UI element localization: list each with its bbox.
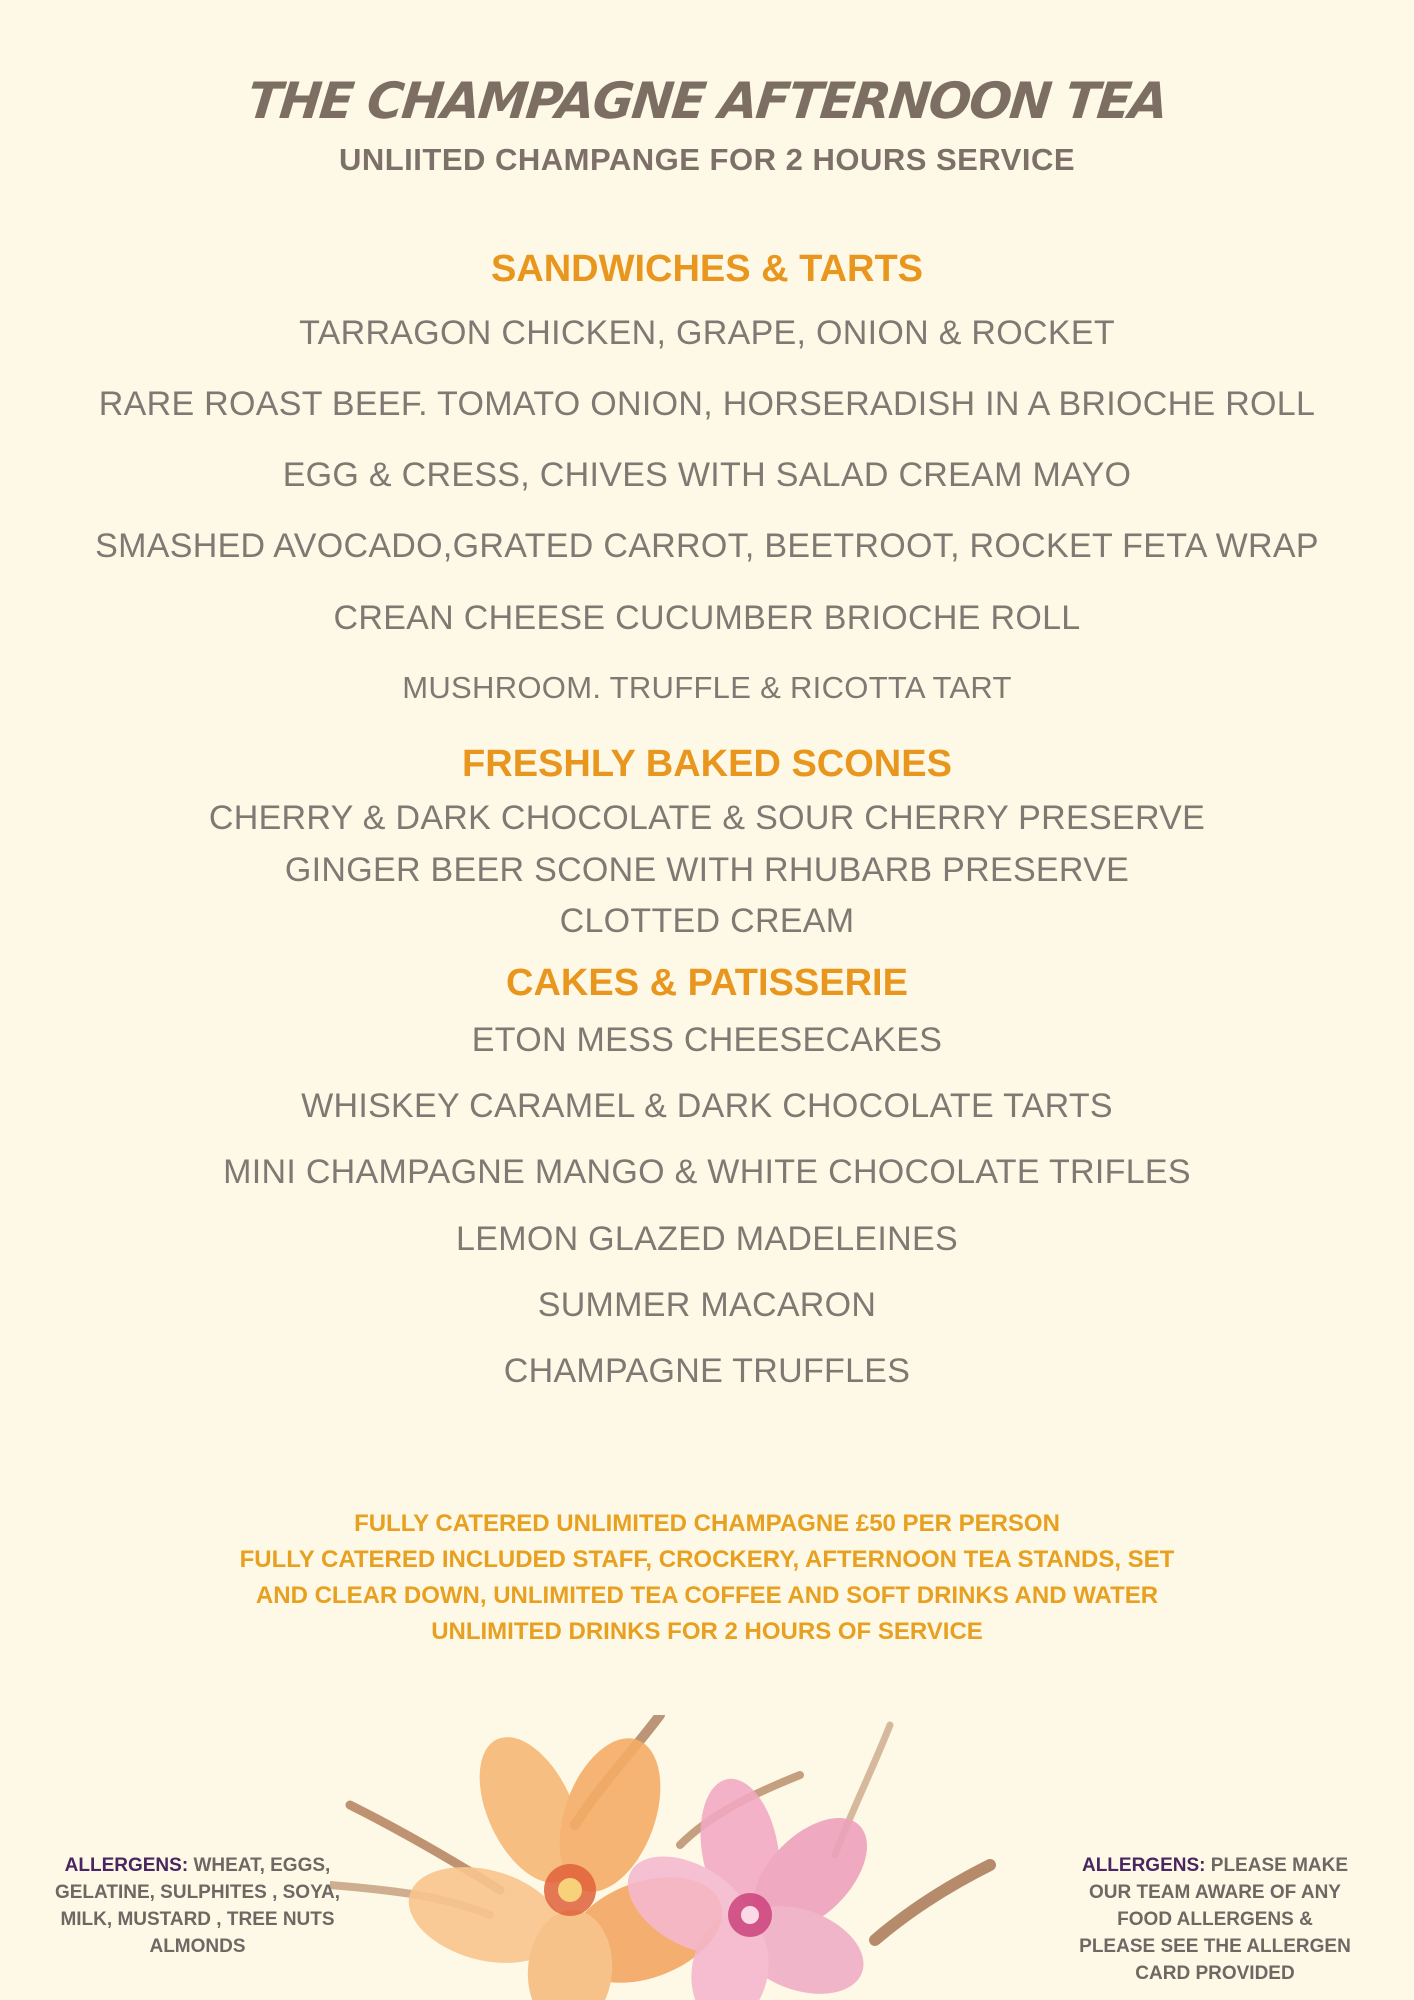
allergens-left [40, 1852, 355, 1960]
section-heading-sandwiches: SANDWICHES & TARTS [490, 248, 924, 290]
allergens-right-line: OUR TEAM AWARE OF ANY [1089, 1882, 1341, 1903]
footer-info-line: FULLY CATERED INCLUDED STAFF, CROCKERY, AFTERNOON TEA STANDS, SET [239, 1546, 1175, 1573]
allergens-right [1060, 1852, 1370, 1987]
menu-item: WHISKEY CARAMEL & DARK CHOCOLATE TARTS [301, 1087, 1113, 1125]
menu-item: CLOTTED CREAM [559, 902, 855, 940]
watercolor-flower-illustration [330, 1715, 1050, 2000]
allergens-right-line: PLEASE SEE THE ALLERGEN [1079, 1936, 1351, 1957]
allergens-left-label: ALLERGENS: [64, 1855, 189, 1876]
allergens-left-line: MILK, MUSTARD , TREE NUTS [60, 1909, 335, 1930]
menu-item: CHERRY & DARK CHOCOLATE & SOUR CHERRY PRESERVE [208, 799, 1206, 837]
menu-item: CHAMPAGNE TRUFFLES [503, 1352, 911, 1390]
menu-item: MUSHROOM. TRUFFLE & RICOTTA TART [402, 670, 1012, 705]
allergens-right-line: CARD PROVIDED [1135, 1963, 1295, 1984]
menu-item: MINI CHAMPAGNE MANGO & WHITE CHOCOLATE TRIFLES [223, 1153, 1191, 1191]
section-heading-scones: FRESHLY BAKED SCONES [462, 743, 952, 785]
footer-info-line: UNLIMITED DRINKS FOR 2 HOURS OF SERVICE [431, 1618, 983, 1645]
menu-item: RARE ROAST BEEF. TOMATO ONION, HORSERADISH IN A BRIOCHE ROLL [98, 385, 1316, 423]
allergens-right-label: ALLERGENS: [1081, 1855, 1206, 1876]
menu-item: GINGER BEER SCONE WITH RHUBARB PRESERVE [284, 851, 1130, 889]
menu-item: EGG & CRESS, CHIVES WITH SALAD CREAM MAYO [282, 456, 1132, 494]
menu-item: TARRAGON CHICKEN, GRAPE, ONION & ROCKET [299, 314, 1115, 352]
allergens-right-line: FOOD ALLERGENS & [1117, 1909, 1313, 1930]
footer-info-line: AND CLEAR DOWN, UNLIMITED TEA COFFEE AND SOFT DRINKS AND WATER [255, 1582, 1159, 1609]
menu-item: LEMON GLAZED MADELEINES [456, 1220, 958, 1258]
allergens-left-line: WHEAT, EGGS, [193, 1855, 331, 1876]
allergens-left-line: GELATINE, SULPHITES , SOYA, [54, 1882, 341, 1903]
allergens-left-line: ALMONDS [149, 1936, 246, 1957]
section-heading-cakes: CAKES & PATISSERIE [506, 962, 908, 1004]
menu-item: ETON MESS CHEESECAKES [471, 1021, 943, 1059]
footer-price-line: FULLY CATERED UNLIMITED CHAMPAGNE £50 PER PERSON [354, 1510, 1060, 1537]
menu-item: CREAN CHEESE CUCUMBER BRIOCHE ROLL [333, 599, 1081, 637]
menu-item: SMASHED AVOCADO,GRATED CARROT, BEETROOT, ROCKET FETA WRAP [95, 527, 1319, 565]
menu-subtitle: UNLIITED CHAMPANGE FOR 2 HOURS SERVICE [338, 142, 1076, 177]
menu-title: THE CHAMPAGNE AFTERNOON TEA [244, 72, 1170, 130]
menu-item: SUMMER MACARON [537, 1286, 877, 1324]
allergens-right-line: PLEASE MAKE [1210, 1855, 1349, 1876]
